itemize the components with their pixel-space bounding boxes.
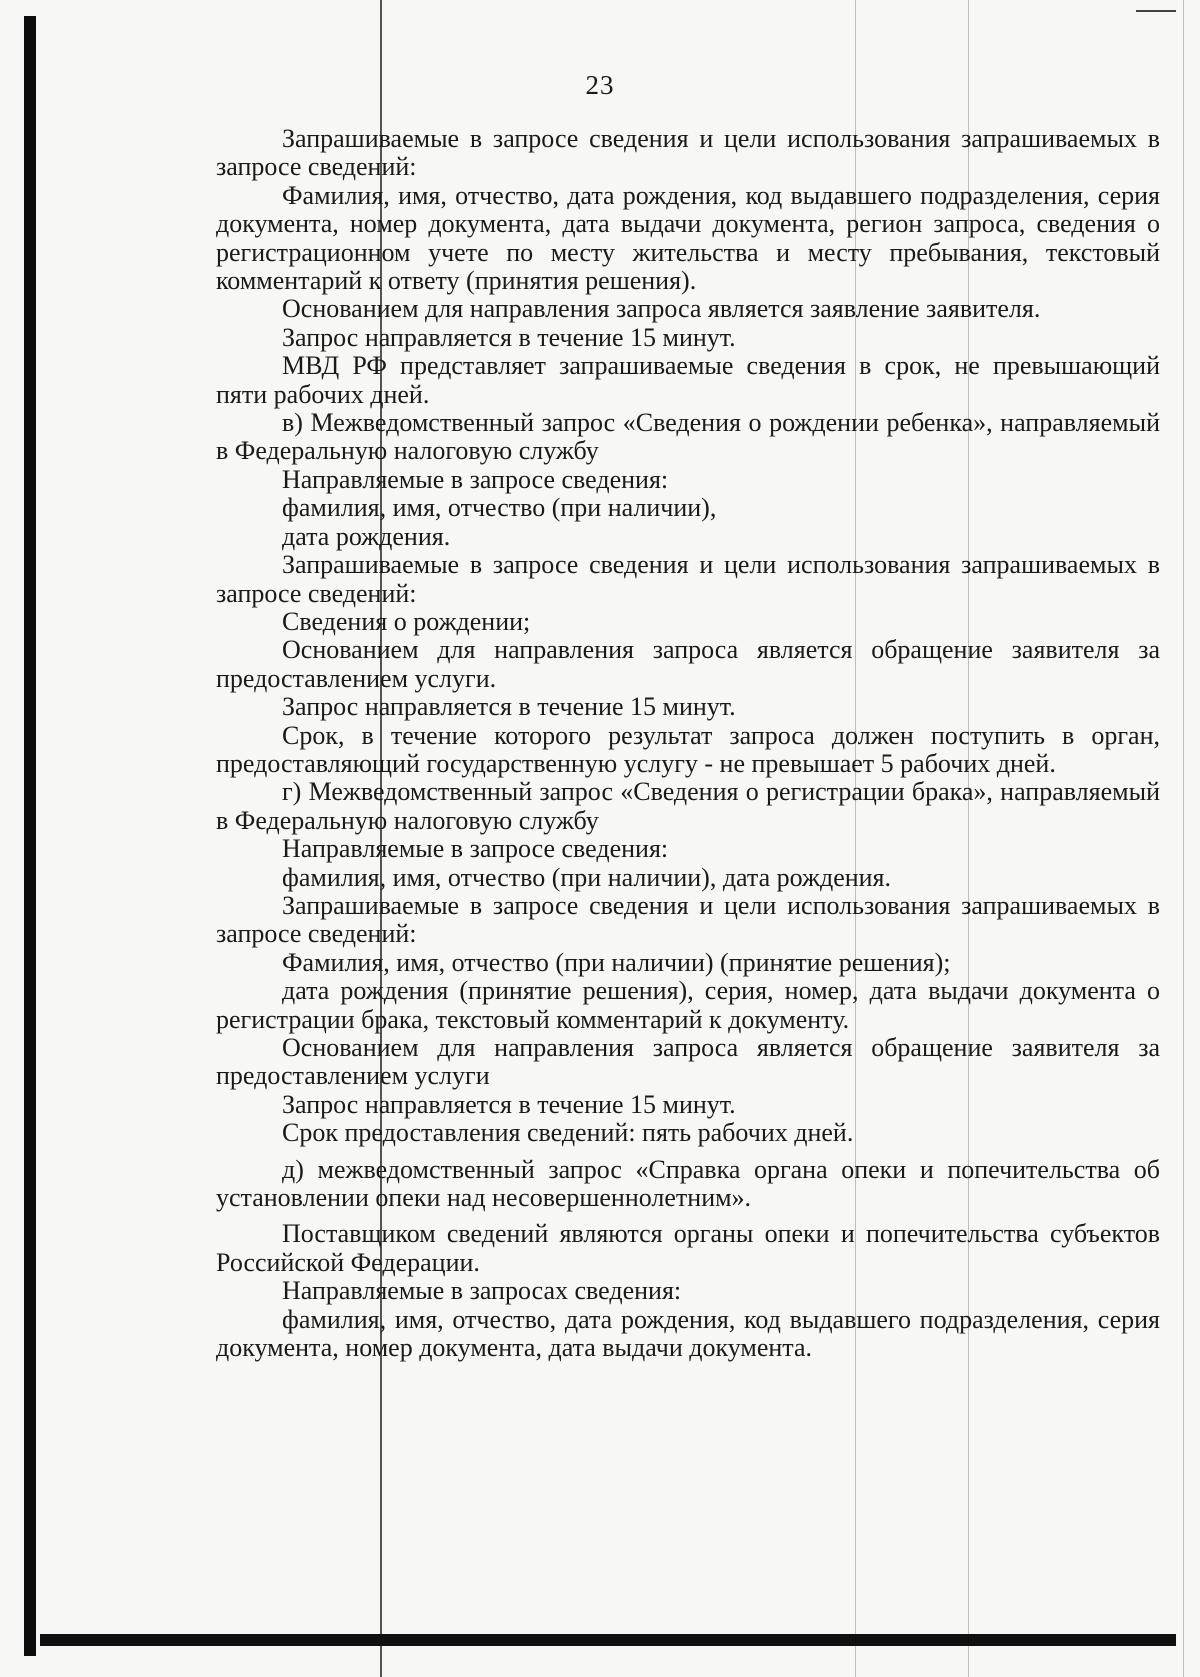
paragraph: Запрос направляется в течение 15 минут. <box>282 322 736 352</box>
paragraph: Запрашиваемые в запросе сведения и цели использования запрашиваемых в запросе сведений: <box>216 890 1160 949</box>
paragraph: Запрос направляется в течение 15 минут. <box>282 692 736 722</box>
paragraph: МВД РФ представляет запрашиваемые сведения в срок, не превышающий пяти рабочих дней. <box>216 351 1160 409</box>
document-body <box>216 125 1160 1362</box>
page-number: 23 <box>585 70 615 100</box>
paragraph: Срок предоставления сведений: пять рабочих дней. <box>282 1118 854 1148</box>
paragraph: Направляемые в запросе сведения: <box>282 834 669 864</box>
paragraph: фамилия, имя, отчество (при наличии), дата рождения. <box>282 862 892 892</box>
scan-edge-bottom <box>40 1634 1176 1646</box>
paragraph: Запрашиваемые в запросе сведения и цели использования запрашиваемых в запросе сведений: <box>216 124 1160 182</box>
paragraph: д) межведомственный запрос «Справка органа опеки и попечительства об установлении опеки над несовершеннолетним». <box>216 1154 1160 1213</box>
paragraph: Направляемые в запросах сведения: <box>282 1276 682 1306</box>
paragraph: Поставщиком сведений являются органы опеки и попечительства субъектов Российской Федерации. <box>216 1219 1160 1277</box>
paragraph: Фамилия, имя, отчество, дата рождения, код выдавшего подразделения, серия документа, номер документа, дата выдачи документа, регион запроса, сведения о регистрационном учете по месту жительства и месту пребывания, текстовый комментарий к ответу (принятия решения). <box>216 180 1160 296</box>
paragraph: Запрос направляется в течение 15 минут. <box>282 1089 736 1119</box>
paragraph: Основанием для направления запроса является заявление заявителя. <box>282 294 1041 324</box>
paragraph: Сведения о рождении; <box>282 606 531 636</box>
paragraph: Основанием для направления запроса является обращение заявителя за предоставлением услуги. <box>216 635 1160 693</box>
paragraph: фамилия, имя, отчество, дата рождения, код выдавшего подразделения, серия документа, номер документа, дата выдачи документа. <box>216 1304 1160 1363</box>
paragraph: в) Межведомственный запрос «Сведения о рождении ребенка», направляемый в Федеральную налоговую службу <box>216 408 1160 466</box>
paragraph: Запрашиваемые в запросе сведения и цели использования запрашиваемых в запросе сведений: <box>216 550 1160 608</box>
paragraph: г) Межведомственный запрос «Сведения о регистрации брака», направляемый в Федеральную налоговую службу <box>216 777 1160 835</box>
paragraph: дата рождения. <box>282 521 451 551</box>
scan-fold-line <box>1183 0 1184 1677</box>
scan-mark-top <box>1136 10 1176 12</box>
paragraph: Направляемые в запросе сведения: <box>282 464 669 494</box>
paragraph: Срок, в течение которого результат запроса должен поступить в орган, предоставляющий государственную услугу - не превышает 5 рабочих дней. <box>216 720 1160 778</box>
paragraph: Фамилия, имя, отчество (при наличии) (принятие решения); <box>282 947 951 977</box>
paragraph: дата рождения (принятие решения), серия, номер, дата выдачи документа о регистрации брака, текстовый комментарий к документу. <box>216 976 1160 1034</box>
paragraph: Основанием для направления запроса является обращение заявителя за предоставлением услуги <box>216 1033 1160 1091</box>
scan-edge-left <box>24 16 36 1656</box>
paragraph: фамилия, имя, отчество (при наличии), <box>282 493 717 523</box>
